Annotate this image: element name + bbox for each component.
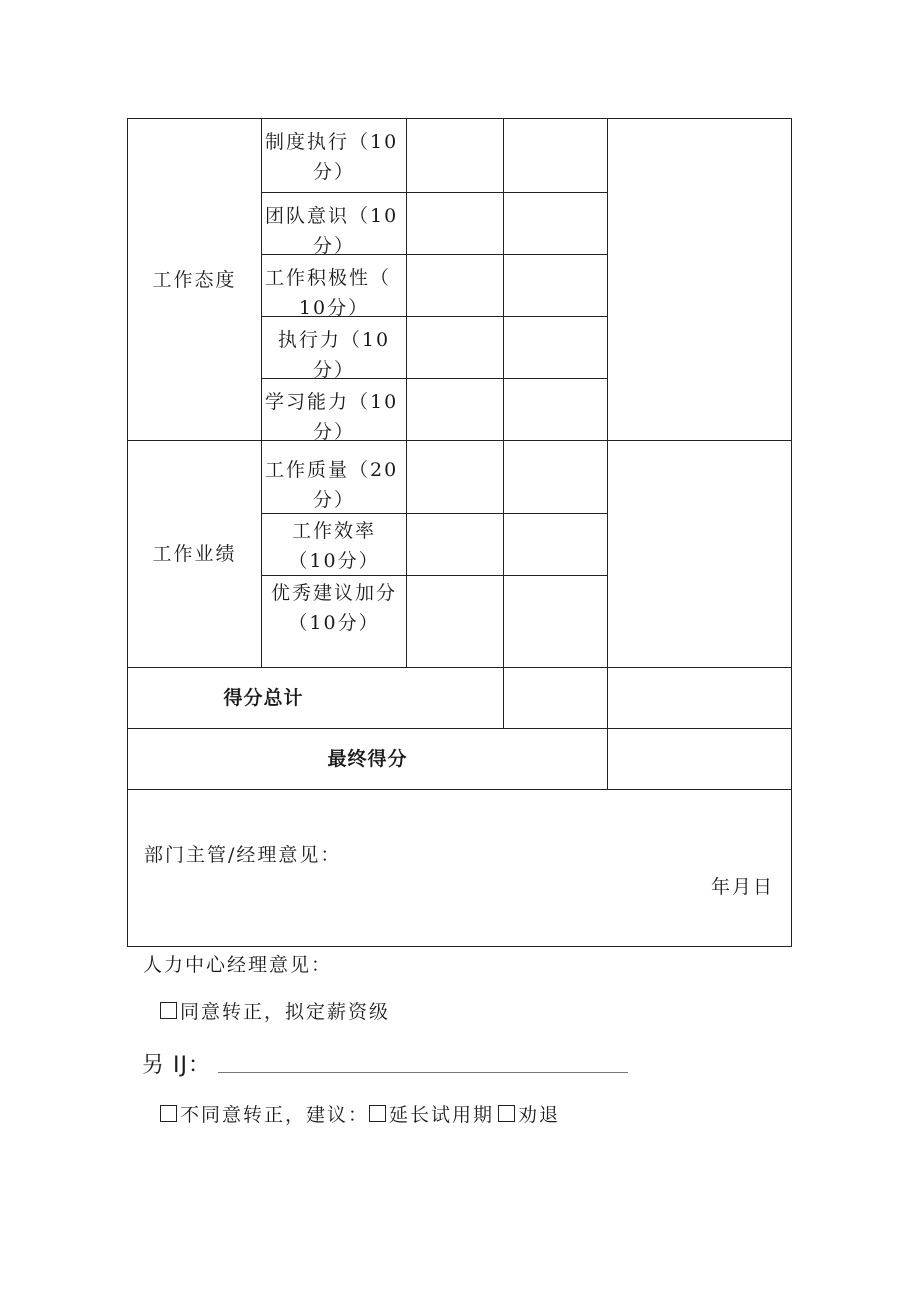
criterion-label-cont: （10分）	[288, 612, 380, 634]
checkbox-icon[interactable]	[160, 1002, 177, 1019]
criterion-label: 制度执行（10	[265, 131, 399, 153]
criterion-cell	[261, 254, 406, 319]
criterion-label: 工作质量（20	[265, 459, 399, 481]
criterion-label: 工作积极性（	[265, 267, 392, 289]
performance-category-cell	[127, 440, 261, 667]
self-score-cell[interactable]	[406, 440, 503, 513]
final-score-cell[interactable]	[607, 728, 792, 789]
criterion-label-cont: 分）	[312, 359, 355, 381]
criterion-cell	[261, 316, 406, 381]
other-label: 另 IJ：	[142, 1053, 211, 1078]
criterion-label-cont: 分）	[312, 489, 355, 511]
attitude-category-label: 工作态度	[152, 268, 237, 291]
subtotal-remarks-cell[interactable]	[607, 667, 792, 728]
criterion-label: 团队意识（10	[265, 205, 399, 227]
review-score-cell[interactable]	[503, 254, 607, 316]
self-score-cell[interactable]	[406, 378, 503, 440]
dismiss-label: 劝退	[518, 1104, 561, 1126]
review-score-cell[interactable]	[503, 118, 607, 192]
agree-option-label: 同意转正，拟定薪资级	[180, 1001, 391, 1023]
criterion-cell	[261, 513, 406, 575]
criterion-label: 执行力（10	[277, 329, 391, 351]
other-input-line[interactable]	[218, 1072, 628, 1073]
criterion-cell	[261, 440, 406, 513]
self-score-cell[interactable]	[406, 513, 503, 575]
review-score-cell[interactable]	[503, 316, 607, 378]
disagree-option-label: 不同意转正，建议：	[180, 1104, 370, 1126]
criterion-cell	[261, 192, 406, 257]
self-score-cell[interactable]	[406, 316, 503, 378]
criterion-cell	[261, 378, 406, 443]
review-score-cell[interactable]	[503, 192, 607, 254]
final-score-label: 最终得分	[327, 748, 408, 770]
extend-probation-label: 延长试用期	[389, 1104, 495, 1126]
performance-remarks-cell[interactable]	[607, 440, 792, 667]
criterion-label-cont: 分）	[312, 421, 355, 443]
review-score-cell[interactable]	[503, 378, 607, 440]
hr-opinion-label: 人力中心经理意见：	[143, 954, 333, 976]
checkbox-icon[interactable]	[369, 1105, 386, 1122]
self-score-cell[interactable]	[406, 254, 503, 316]
criterion-label: 学习能力（10	[265, 391, 399, 413]
criterion-label-cont: 分）	[312, 235, 355, 257]
manager-opinion-label: 部门主管/经理意见：	[144, 844, 342, 866]
criterion-label-cont: （10分）	[288, 550, 380, 572]
self-score-cell[interactable]	[406, 192, 503, 254]
criterion-label-cont: 分）	[312, 161, 355, 183]
subtotal-label: 得分总计	[223, 687, 304, 709]
criterion-label-cont: 10分）	[298, 297, 370, 319]
agree-option[interactable]	[160, 997, 390, 1024]
disagree-option[interactable]	[160, 1100, 560, 1127]
subtotal-label-cell	[127, 667, 503, 728]
review-score-cell[interactable]	[503, 513, 607, 575]
checkbox-icon[interactable]	[498, 1105, 515, 1122]
final-score-label-cell	[127, 728, 607, 789]
criterion-label: 工作效率	[291, 520, 376, 542]
date-label: 年月日	[710, 876, 774, 898]
subtotal-score-cell[interactable]	[503, 667, 607, 728]
attitude-category-cell	[127, 118, 261, 440]
attitude-remarks-cell[interactable]	[607, 118, 792, 440]
self-score-cell[interactable]	[406, 575, 503, 667]
evaluation-table	[127, 118, 792, 947]
criterion-cell	[261, 118, 406, 192]
criterion-label: 优秀建议加分	[270, 582, 397, 604]
checkbox-icon[interactable]	[160, 1105, 177, 1122]
self-score-cell[interactable]	[406, 118, 503, 192]
criterion-cell	[261, 575, 406, 667]
performance-category-label: 工作业绩	[152, 543, 237, 565]
manager-opinion-cell[interactable]	[127, 789, 792, 947]
review-score-cell[interactable]	[503, 440, 607, 513]
review-score-cell[interactable]	[503, 575, 607, 667]
